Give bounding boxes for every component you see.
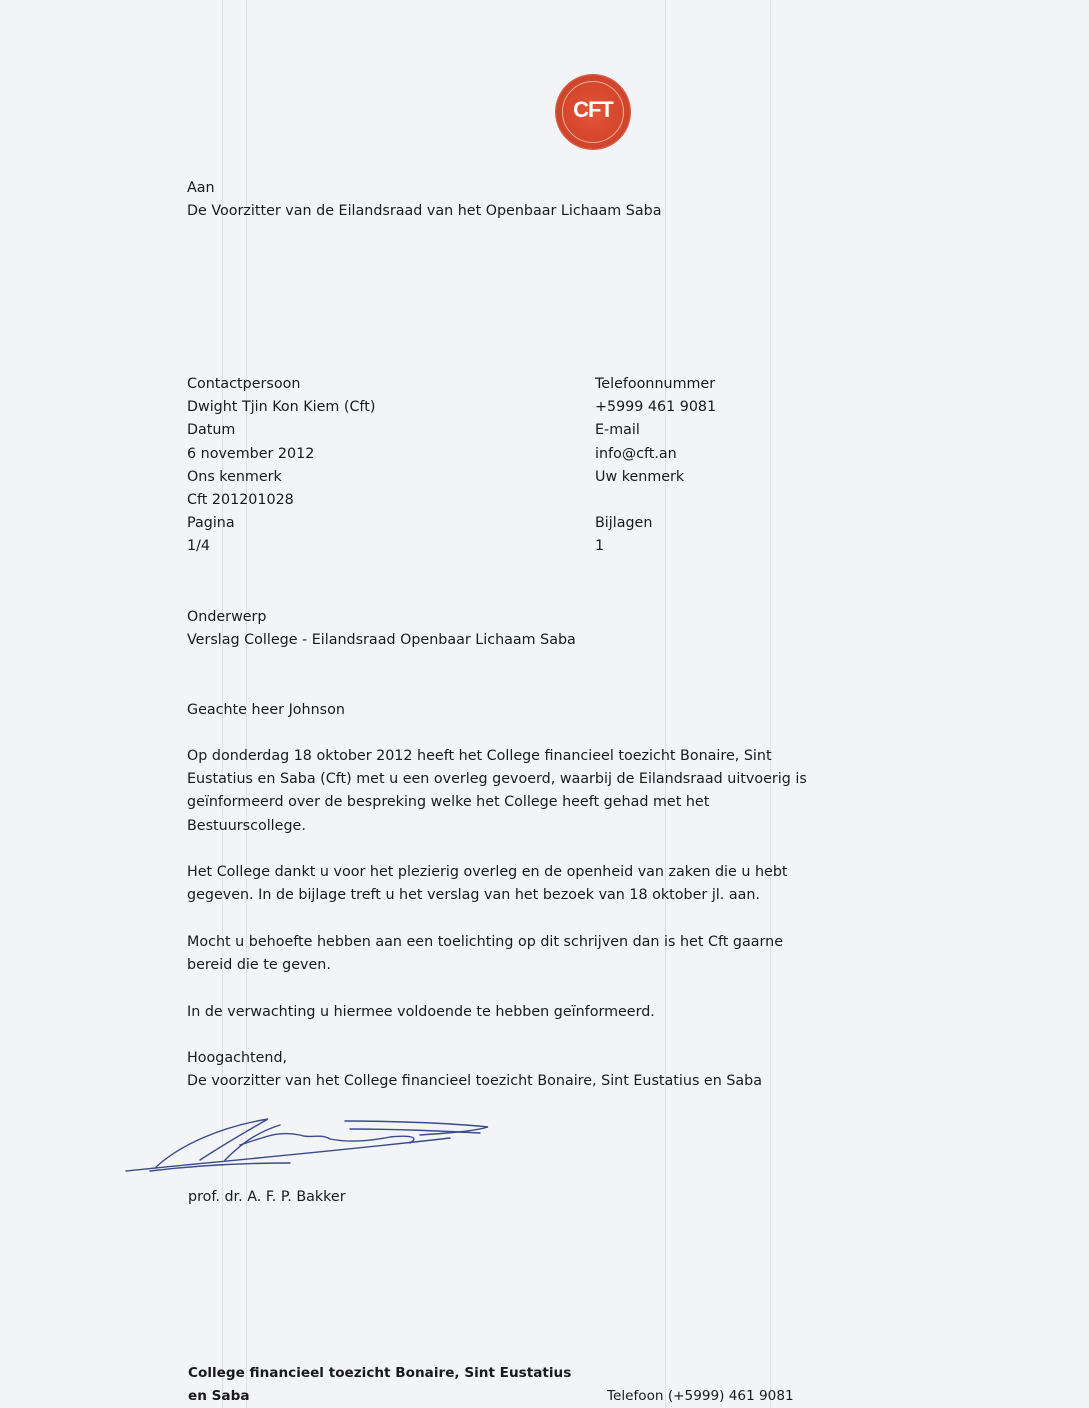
subject-value: Verslag College - Eilandsraad Openbaar Lichaam Saba (187, 632, 576, 649)
date-label: Datum (187, 422, 236, 439)
text-line: geïnformeerd over de bespreking welke het College heeft gehad met het (187, 794, 710, 811)
page-label: Pagina (187, 515, 235, 532)
our-ref-label: Ons kenmerk (187, 468, 282, 485)
your-ref-value (595, 489, 716, 512)
salutation: Geachte heer Johnson (187, 702, 345, 718)
paragraph-1 (187, 745, 807, 838)
footer-org-line: en Saba (188, 1388, 250, 1405)
meta-right (595, 373, 716, 559)
closing-title: De voorzitter van het College financieel toezicht Bonaire, Sint Eustatius en Saba (187, 1073, 763, 1090)
addressee-label: Aan (187, 180, 215, 196)
email-label: E-mail (595, 422, 640, 439)
paragraph-3 (187, 931, 783, 977)
date-value: 6 november 2012 (187, 445, 315, 462)
signature (120, 1105, 510, 1180)
logo-text: CFT (573, 97, 613, 122)
meta-left (187, 373, 375, 559)
footer-phone: Telefoon (+5999) 461 9081 (607, 1388, 794, 1404)
closing (187, 1047, 762, 1093)
attachments-label: Bijlagen (595, 515, 653, 532)
text-line: Mocht u behoefte hebben aan een toelichting op dit schrijven dan is het Cft gaarne (187, 934, 784, 950)
subject (187, 606, 576, 652)
text-line: gegeven. In de bijlage treft u het verslag van het bezoek van 18 oktober jl. aan. (187, 887, 760, 904)
contact-label: Contactpersoon (187, 376, 301, 392)
text-line: Op donderdag 18 oktober 2012 heeft het College financieel toezicht Bonaire, Sint (187, 748, 772, 764)
cft-logo (556, 75, 630, 149)
footer-org-line: College financieel toezicht Bonaire, Sint Eustatius (188, 1365, 572, 1381)
signatory-name: prof. dr. A. F. P. Bakker (188, 1189, 346, 1205)
contact-value: Dwight Tjin Kon Kiem (Cft) (187, 399, 376, 416)
text-line: In de verwachting u hiermee voldoende te hebben geïnformeerd. (187, 1004, 655, 1020)
text-line: Bestuurscollege. (187, 817, 306, 834)
text-line: bereid die te geven. (187, 957, 331, 974)
subject-label: Onderwerp (187, 609, 267, 625)
text-line: Het College dankt u voor het plezierig overleg en de openheid van zaken die u hebt (187, 864, 788, 880)
paragraph-4 (187, 1001, 655, 1024)
text-line: Eustatius en Saba (Cft) met u een overleg gevoerd, waarbij de Eilandsraad uitvoerig is (187, 771, 807, 788)
phone-value: +5999 461 9081 (595, 399, 717, 416)
email-value: info@cft.an (595, 445, 677, 462)
paragraph-2 (187, 861, 788, 907)
addressee (187, 177, 661, 223)
our-ref-value: Cft 201201028 (187, 492, 294, 509)
closing-greeting: Hoogachtend, (187, 1050, 288, 1066)
addressee-value: De Voorzitter van de Eilandsraad van het Openbaar Lichaam Saba (187, 203, 662, 220)
page-value: 1/4 (187, 538, 211, 555)
attachments-value: 1 (595, 538, 605, 555)
your-ref-label: Uw kenmerk (595, 468, 685, 485)
footer-organization (188, 1362, 571, 1408)
phone-label: Telefoonnummer (595, 376, 716, 392)
